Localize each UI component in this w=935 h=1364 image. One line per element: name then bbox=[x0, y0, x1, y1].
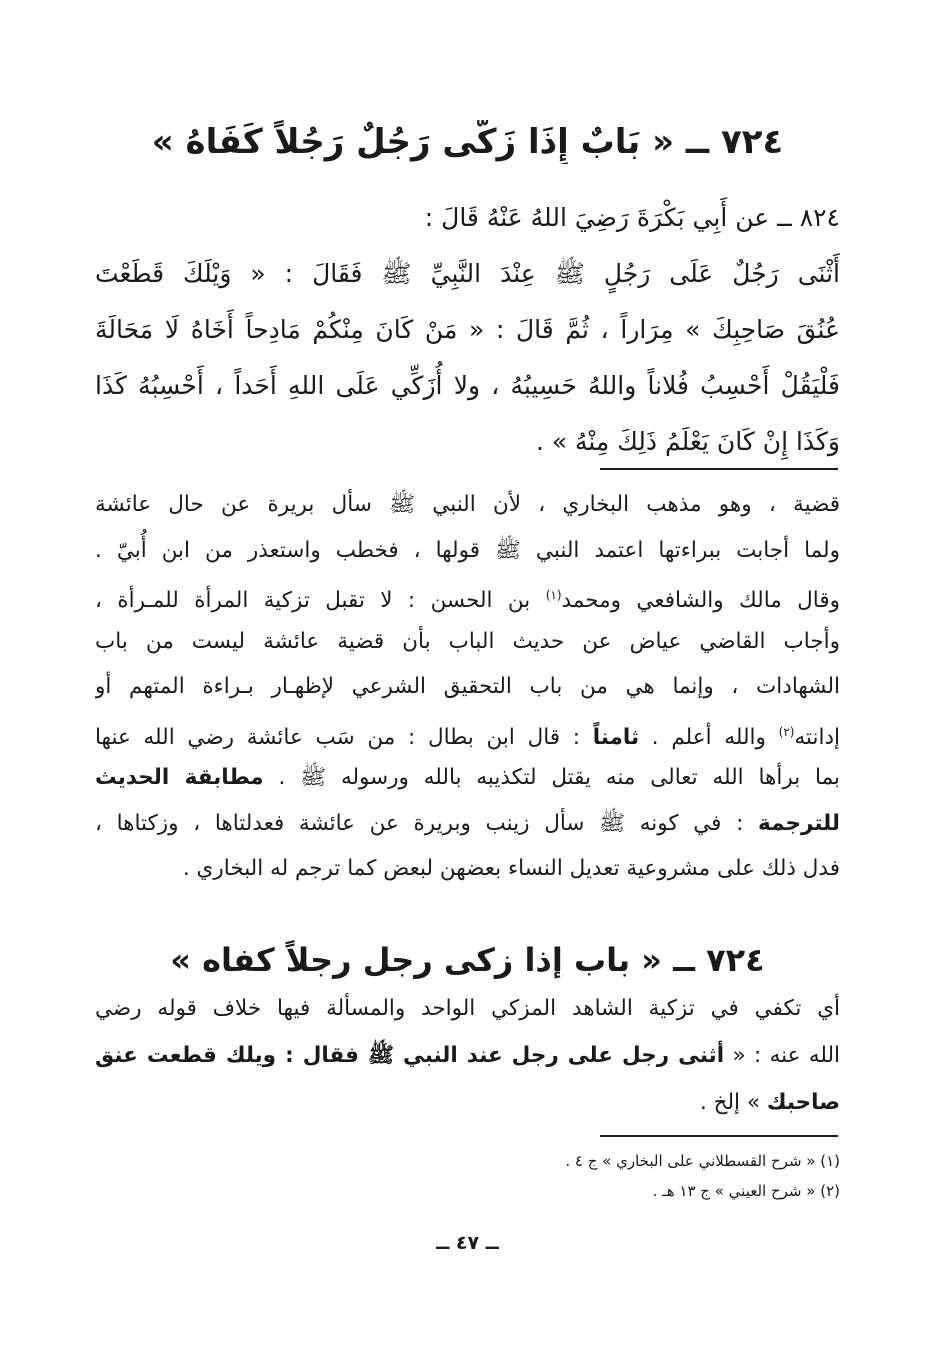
commentary-line: فدل ذلك على مشروعية تعديل النساء بعضهن لبعض كما ترجم له البخاري . bbox=[182, 856, 840, 881]
hadith-line: فَلْيَقُلْ أَحْسِبُ فُلاناً واللهُ حَسِيبُهُ ، ولا أُزَكِّي عَلَى اللهِ أَحَداً ، أَحْسِبُهُ كَذَا bbox=[95, 371, 840, 400]
page-number: ــ ٤٧ ــ bbox=[436, 1232, 499, 1254]
commentary-line: قضية ، وهو مذهب البخاري ، لأن النبي ﷺ سأل بريرة عن حال عائشة bbox=[95, 492, 840, 517]
commentary-line bbox=[95, 573, 840, 619]
bold-quote: أثنى رجل على رجل عند النبي ﷺ فقال : ويلك قطعت عنق bbox=[95, 1043, 725, 1068]
bold-term: للترجمة bbox=[758, 810, 840, 836]
footnote-1: (١) « شرح القسطلاني على البخاري » ج ٤ . bbox=[565, 1152, 840, 1170]
commentary-text-segment: وقال مالك والشافعي ومحمد bbox=[561, 588, 840, 614]
hadith-line: أَثْنَى رَجُلٌ عَلَى رَجُلٍ ﷺ عِنْدَ النَّبِيِّ ﷺ فَقَالَ : « وَيْلَكَ قَطَعْتَ bbox=[95, 259, 840, 288]
bold-term: ثامناً bbox=[592, 724, 640, 750]
bold-term: مطابقة الحديث bbox=[95, 765, 264, 790]
commentary-text-segment: : قال ابن بطال : من سَب عائشة رضي الله عنها bbox=[95, 724, 593, 750]
divider-rule bbox=[600, 468, 838, 470]
footnote-ref-1: (١) bbox=[545, 588, 562, 602]
footnote-2: (٢) « شرح العيني » ج ١٣ هـ . bbox=[652, 1182, 840, 1200]
commentary-text-segment: بما برأها الله تعالى منه يقتل لتكذيبه بالله ورسوله ﷺ . bbox=[263, 765, 840, 790]
hadith-text bbox=[95, 190, 840, 470]
explanation-text-segment: الله عنه : « bbox=[724, 1043, 840, 1068]
chapter-heading-repeat: ٧٢٤ ــ « باب إذا زكى رجل رجلاً كفاه » bbox=[170, 941, 765, 979]
footnote-divider bbox=[600, 1135, 838, 1137]
chapter-explanation bbox=[95, 985, 840, 1126]
hadith-line: ٨٢٤ ــ عن أَبِي بَكْرَةَ رَضِيَ اللهُ عَنْهُ قَالَ : bbox=[424, 203, 840, 232]
commentary-text bbox=[95, 482, 840, 892]
explanation-line: أي تكفي في تزكية الشاهد المزكي الواحد والمسألة فيها خلاف قوله رضي bbox=[95, 996, 840, 1021]
hadith-line: وَكَذَا إِنْ كَانَ يَعْلَمُ ذَلِكَ مِنْهُ » . bbox=[535, 427, 840, 456]
footnote-ref-2: (٢) bbox=[778, 724, 795, 739]
commentary-line bbox=[95, 710, 840, 756]
commentary-text-segment: : في كونه ﷺ سأل زينب وبريرة عن عائشة فعدلتاها ، وزكتاها ، bbox=[95, 810, 759, 836]
explanation-line bbox=[95, 1079, 840, 1126]
bold-quote: صاحبك bbox=[766, 1090, 840, 1115]
commentary-text-segment: والله أعلم . bbox=[639, 724, 779, 750]
footnotes bbox=[95, 1146, 840, 1206]
commentary-line: وأجاب القاضي عياض عن حديث الباب بأن قضية عائشة ليست من باب bbox=[95, 628, 840, 654]
explanation-text-segment: » إلخ . bbox=[699, 1090, 767, 1115]
commentary-text-segment: بن الحسن : لا تقبل تزكية المرأة للمـرأة ، bbox=[95, 588, 546, 614]
commentary-line: الشهادات ، وإنما هي من باب التحقيق الشرعي لإظهـار بـراءة المتهم أو bbox=[95, 674, 840, 699]
hadith-line: عُنُقَ صَاحِبِكَ » مِرَاراً ، ثُمَّ قَالَ : « مَنْ كَانَ مِنْكُمْ مَادِحاً أَخَاهُ لَا مَحَالَةَ bbox=[95, 315, 840, 344]
explanation-line bbox=[95, 1032, 840, 1079]
commentary-line bbox=[95, 755, 840, 801]
commentary-text-segment: إدانته bbox=[794, 724, 840, 750]
commentary-line bbox=[95, 801, 840, 847]
chapter-heading: ٧٢٤ ــ « بَابٌ إِذَا زَكَّى رَجُلٌ رَجُلاً كَفَاهُ » bbox=[151, 122, 784, 162]
commentary-line: ولما أجابت ببراءتها اعتمد النبي ﷺ قولها ، فخطب واستعذر من ابن أُبيّ . bbox=[95, 537, 840, 563]
